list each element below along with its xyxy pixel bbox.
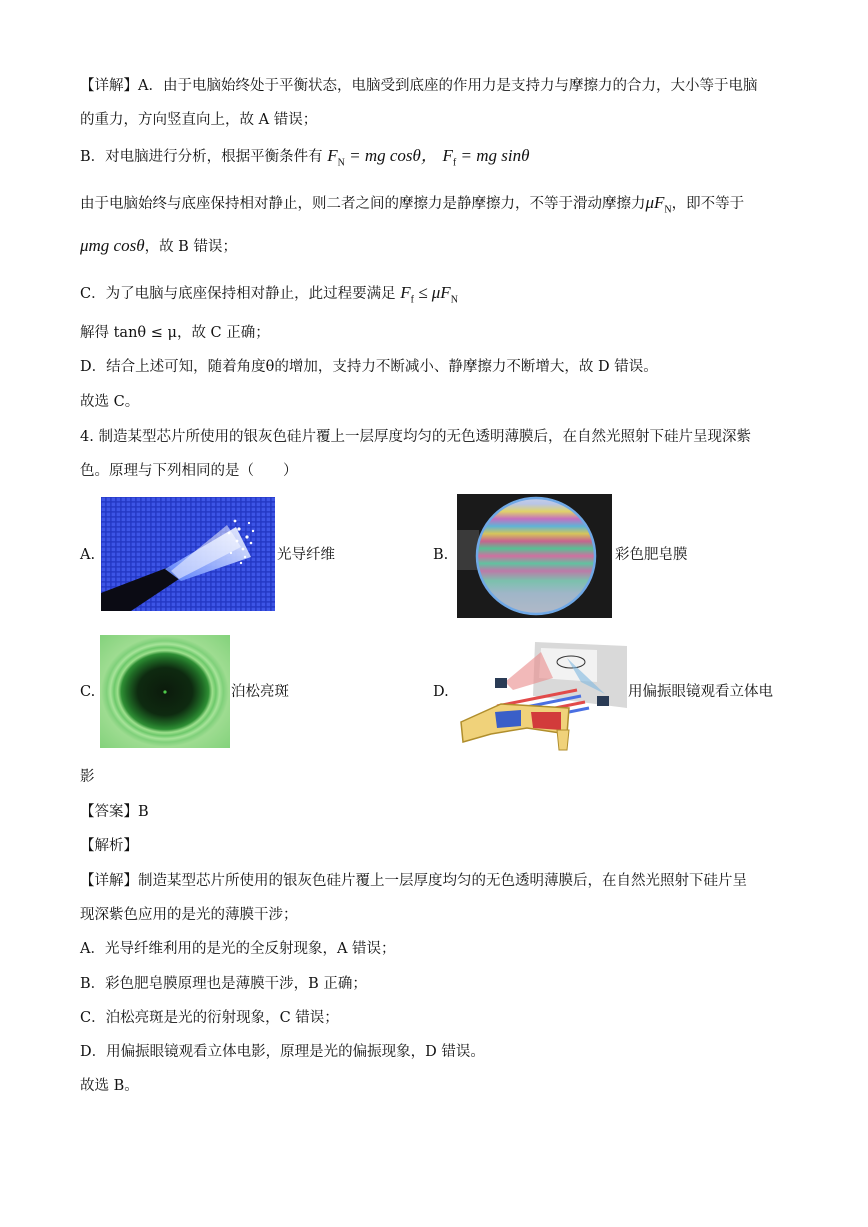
explanation-a-cont: 的重力，方向竖直向上，故 A 错误； — [80, 112, 318, 128]
optical-fiber-image — [101, 497, 275, 611]
friction-formula: μmg cosθ — [80, 236, 145, 255]
soap-film-image — [457, 494, 612, 618]
option-d-text: 用偏振眼镜观看立体电 — [628, 684, 773, 700]
analysis-label: 【解析】 — [80, 838, 138, 854]
answer-label: 【答案】B — [80, 804, 149, 820]
question-4-stem: 4. 制造某型芯片所使用的银灰色硅片覆上一层厚度均匀的无色透明薄膜后，在自然光照射下硅片呈现深紫 — [80, 429, 751, 445]
detail-a: A．光导纤维利用的是光的全反射现象，A 错误； — [80, 941, 396, 957]
explanation-b-end: ，故 B 错误； — [144, 239, 237, 255]
answer-choice-c: 故选 C。 — [80, 394, 140, 410]
detail-b: B．彩色肥皂膜原理也是薄膜干涉，B 正确； — [80, 976, 367, 992]
explanation-b-cont2 — [80, 236, 237, 257]
detail-c: C．泊松亮斑是光的衍射现象，C 错误； — [80, 1010, 339, 1026]
3d-glasses-image — [457, 638, 627, 752]
explanation-b-prefix: B．对电脑进行分析，根据平衡条件有 — [80, 149, 323, 165]
equation-friction-force: $F_f$ = mg sinθ — [442, 146, 530, 169]
option-d-text-wrap: 影 — [80, 769, 95, 785]
explanation-a: 【详解】A．由于电脑始终处于平衡状态，电脑受到底座的作用力是支持力与摩擦力的合力，大小等于电脑 — [80, 78, 758, 94]
option-c-letter: C. — [80, 684, 96, 700]
explanation-d: D．结合上述可知，随着角度θ的增加，支持力不断减小、静摩擦力不断增大，故 D 错误。 — [80, 359, 658, 375]
explanation-c — [80, 283, 458, 310]
detail-text-cont: 现深紫色应用的是光的薄膜干涉； — [80, 907, 298, 923]
explanation-c-prefix: C．为了电脑与底座保持相对静止，此过程要满足 — [80, 286, 396, 302]
explanation-text-end: ，即不等于 — [671, 196, 745, 212]
explanation-text: 由于电脑始终与底座保持相对静止，则二者之间的摩擦力是静摩擦力，不等于滑动摩擦力 — [80, 196, 646, 212]
inequality-formula: $F_f \le \mu F_N$ — [400, 283, 458, 306]
option-c-text: 泊松亮斑 — [231, 684, 289, 700]
option-b-text: 彩色肥皂膜 — [615, 547, 688, 563]
poisson-spot-image — [100, 635, 230, 748]
option-a-text: 光导纤维 — [277, 547, 335, 563]
equation-normal-force: $F_N$ = mg cosθ， — [327, 146, 438, 169]
sliding-friction-formula: $\mu F_N$ — [645, 193, 672, 216]
explanation-c-result: 解得 tanθ ≤ μ，故 C 正确； — [80, 325, 270, 341]
explanation-b-cont — [80, 193, 744, 220]
answer-choice-b: 故选 B。 — [80, 1078, 139, 1094]
option-b-letter: B. — [433, 547, 449, 563]
option-a-letter: A. — [80, 547, 96, 563]
detail-d: D．用偏振眼镜观看立体电影，原理是光的偏振现象，D 错误。 — [80, 1044, 485, 1060]
option-d-letter: D. — [433, 684, 449, 700]
question-4-stem-cont: 色。原理与下列相同的是（ ） — [80, 463, 298, 479]
detail-text: 【详解】制造某型芯片所使用的银灰色硅片覆上一层厚度均匀的无色透明薄膜后，在自然光照射下硅片呈 — [80, 873, 747, 889]
explanation-b — [80, 146, 529, 173]
